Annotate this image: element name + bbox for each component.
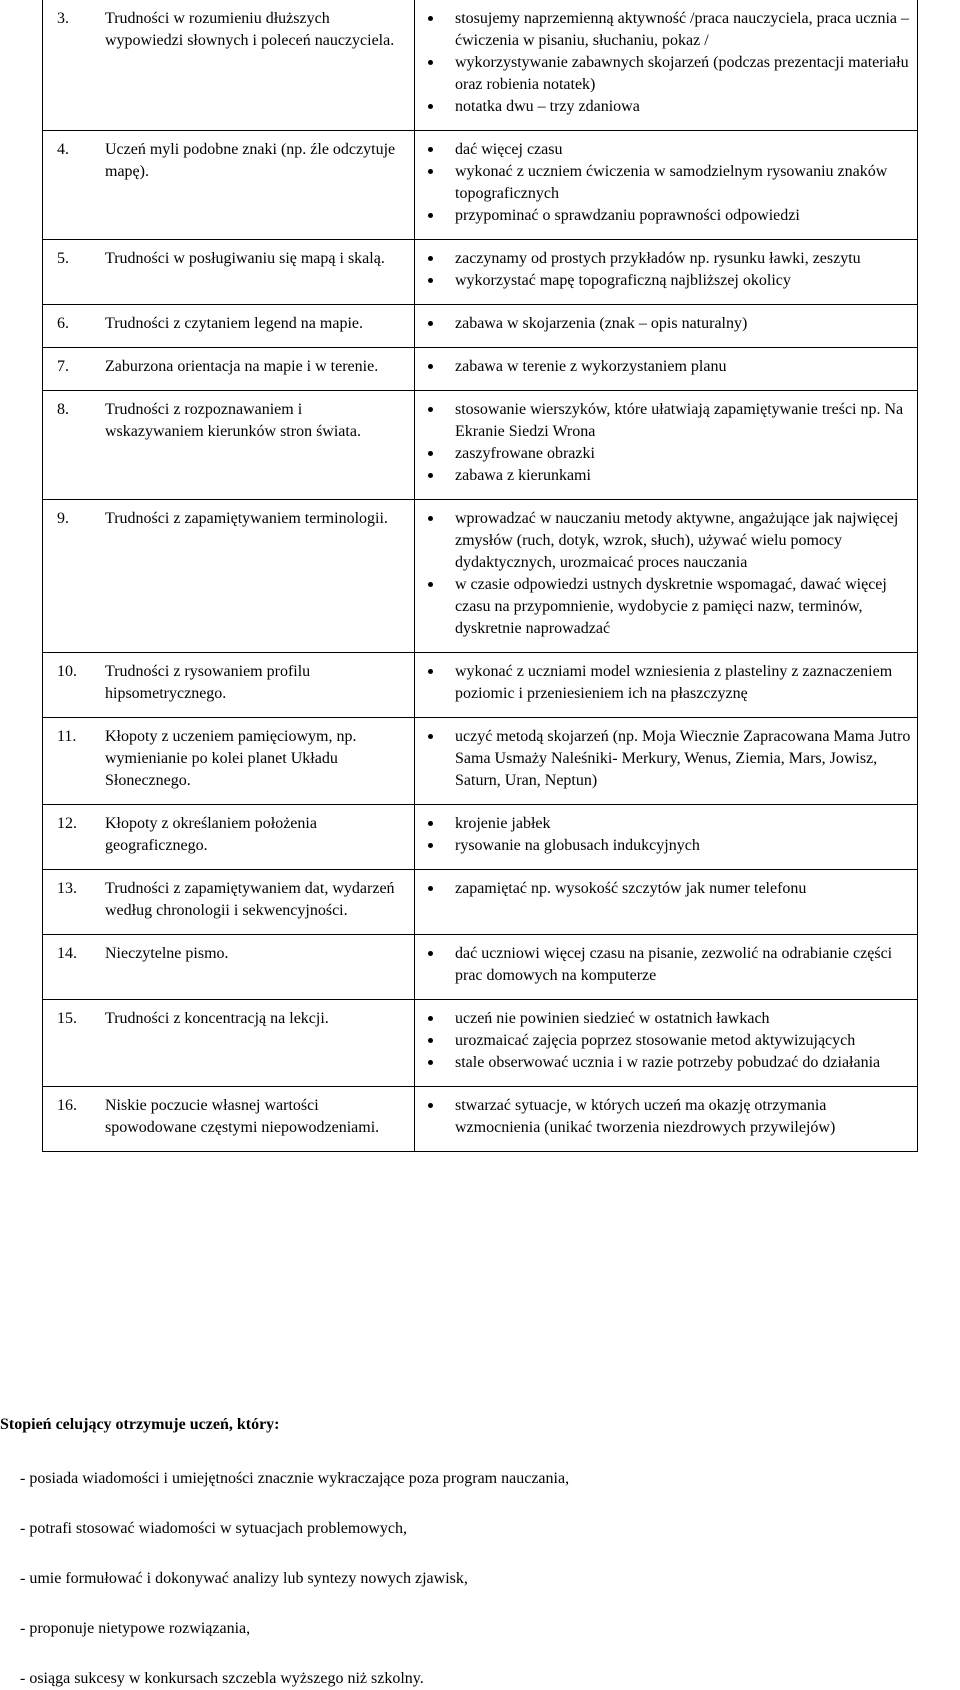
solution-item: wykorzystać mapę topograficzną najbliższej okolicy [415,270,911,292]
problem-cell [43,1087,415,1152]
solution-list [415,508,911,640]
table-row [43,391,918,500]
solutions-cell [415,391,918,500]
summary-item: - osiąga sukcesy w konkursach szczebla wyższego niż szkolny. [20,1670,424,1687]
solution-item: rysowanie na globusach indukcyjnych [415,835,911,857]
solution-list [415,8,911,118]
problem-text: Trudności z rozpoznawaniem i wskazywaniem kierunków stron świata. [105,401,361,440]
problem-cell [43,0,415,131]
problem-cell [43,305,415,348]
solution-item: krojenie jabłek [415,813,911,835]
row-number: 3. [57,10,69,27]
solution-item: stosowanie wierszyków, które ułatwiają zapamiętywanie treści np. Na Ekranie Siedzi Wrona [415,399,911,443]
row-number: 12. [57,815,77,832]
problem-cell [43,805,415,870]
table-row [43,805,918,870]
problem-text: Zaburzona orientacja na mapie i w terenie. [105,358,379,375]
solution-item: zaczynamy od prostych przykładów np. rysunku ławki, zeszytu [415,248,911,270]
solution-list [415,878,911,900]
table-row [43,348,918,391]
table-row [43,1000,918,1087]
solution-item: zabawa w terenie z wykorzystaniem planu [415,356,911,378]
summary-item: - umie formułować i dokonywać analizy lub syntezy nowych zjawisk, [20,1570,468,1587]
problem-text: Niskie poczucie własnej wartości spowodowane częstymi niepowodzeniami. [105,1097,380,1136]
summary-heading: Stopień celujący otrzymuje uczeń, który: [0,1416,280,1433]
solutions-cell [415,805,918,870]
row-number: 14. [57,945,77,962]
solution-list [415,313,911,335]
summary-section [0,1414,960,1687]
solution-list [415,248,911,292]
solutions-cell [415,653,918,718]
problem-cell [43,240,415,305]
row-number: 9. [57,510,69,527]
table-row [43,653,918,718]
table-row [43,0,918,131]
table-row [43,500,918,653]
problem-text: Trudności z koncentracją na lekcji. [105,1010,329,1027]
solution-item: zaszyfrowane obrazki [415,443,911,465]
row-number: 10. [57,663,77,680]
row-number: 13. [57,880,77,897]
solutions-cell [415,1087,918,1152]
solutions-cell [415,240,918,305]
row-number: 4. [57,141,69,158]
solutions-cell [415,500,918,653]
row-number: 15. [57,1010,77,1027]
table-row [43,305,918,348]
problem-text: Trudności z zapamiętywaniem terminologii. [105,510,388,527]
solution-item: urozmaicać zajęcia poprzez stosowanie metod aktywizujących [415,1030,911,1052]
row-number: 6. [57,315,69,332]
problem-cell [43,935,415,1000]
solution-item: zabawa w skojarzenia (znak – opis naturalny) [415,313,911,335]
solution-item: uczeń nie powinien siedzieć w ostatnich ławkach [415,1008,911,1030]
solution-item: wykorzystywanie zabawnych skojarzeń (podczas prezentacji materiału oraz robienia notatek) [415,52,911,96]
problem-text: Kłopoty z uczeniem pamięciowym, np. wymienianie po kolei planet Układu Słonecznego. [105,728,357,789]
table-row [43,131,918,240]
solution-item: uczyć metodą skojarzeń (np. Moja Wiecznie Zapracowana Mama Jutro Sama Usmaży Naleśniki- Merkury, Wenus, Ziemia, Mars, Jowisz, Saturn, Uran, Neptun) [415,726,911,792]
solution-list [415,399,911,487]
problem-cell [43,870,415,935]
solutions-cell [415,348,918,391]
row-number: 16. [57,1097,77,1114]
table-row [43,935,918,1000]
solution-item: wykonać z uczniem ćwiczenia w samodzielnym rysowaniu znaków topograficznych [415,161,911,205]
problem-text: Trudności w posługiwaniu się mapą i skalą. [105,250,385,267]
solution-list [415,139,911,227]
problem-text: Uczeń myli podobne znaki (np. źle odczytuje mapę). [105,141,396,180]
problem-text: Trudności z czytaniem legend na mapie. [105,315,363,332]
summary-item: - posiada wiadomości i umiejętności znacznie wykraczające poza program nauczania, [20,1470,570,1487]
solution-list [415,726,911,792]
adaptation-table [42,0,918,1152]
problem-text: Trudności w rozumieniu dłuższych wypowiedzi słownych i poleceń nauczyciela. [105,10,395,49]
solution-list [415,661,911,705]
solution-list [415,943,911,987]
row-number: 5. [57,250,69,267]
solution-list [415,356,911,378]
solution-item: zapamiętać np. wysokość szczytów jak numer telefonu [415,878,911,900]
solution-item: stwarzać sytuacje, w których uczeń ma okazję otrzymania wzmocnienia (unikać tworzenia niezdrowych przywilejów) [415,1095,911,1139]
problem-cell [43,391,415,500]
solutions-cell [415,305,918,348]
solutions-cell [415,0,918,131]
solution-item: zabawa z kierunkami [415,465,911,487]
problem-cell [43,718,415,805]
row-number: 11. [57,728,77,745]
solution-item: dać uczniowi więcej czasu na pisanie, zezwolić na odrabianie części prac domowych na komputerze [415,943,911,987]
solution-item: dać więcej czasu [415,139,911,161]
problem-text: Trudności z zapamiętywaniem dat, wydarzeń według chronologii i sekwencyjności. [105,880,395,919]
solution-list [415,813,911,857]
problem-cell [43,500,415,653]
solution-item: notatka dwu – trzy zdaniowa [415,96,911,118]
summary-item: - potrafi stosować wiadomości w sytuacjach problemowych, [20,1520,408,1537]
solution-item: stale obserwować ucznia i w razie potrzeby pobudzać do działania [415,1052,911,1074]
table-row [43,1087,918,1152]
solutions-cell [415,131,918,240]
problem-text: Trudności z rysowaniem profilu hipsometrycznego. [105,663,311,702]
solution-item: wykonać z uczniami model wzniesienia z plasteliny z zaznaczeniem poziomic i przeniesieniem ich na płaszczyznę [415,661,911,705]
solution-item: stosujemy naprzemienną aktywność /praca nauczyciela, praca ucznia – ćwiczenia w pisaniu, słuchaniu, pokaz / [415,8,911,52]
row-number: 7. [57,358,69,375]
solution-item: przypominać o sprawdzaniu poprawności odpowiedzi [415,205,911,227]
row-number: 8. [57,401,69,418]
solution-list [415,1008,911,1074]
solutions-cell [415,870,918,935]
solutions-cell [415,1000,918,1087]
solution-item: wprowadzać w nauczaniu metody aktywne, angażujące jak najwięcej zmysłów (ruch, dotyk, wzrok, słuch), używać wielu pomocy dydaktycznych, urozmaicać proces nauczania [415,508,911,574]
solutions-cell [415,935,918,1000]
solutions-cell [415,718,918,805]
problem-cell [43,1000,415,1087]
table-row [43,718,918,805]
solution-item: w czasie odpowiedzi ustnych dyskretnie wspomagać, dawać więcej czasu na przypomnienie, wydobycie z pamięci nazw, terminów, dyskretnie naprowadzać [415,574,911,640]
problem-text: Kłopoty z określaniem położenia geograficznego. [105,815,317,854]
table-row [43,240,918,305]
problem-cell [43,348,415,391]
problem-cell [43,131,415,240]
problem-cell [43,653,415,718]
summary-item: - proponuje nietypowe rozwiązania, [20,1620,251,1637]
problem-text: Nieczytelne pismo. [105,945,229,962]
table-row [43,870,918,935]
solution-list [415,1095,911,1139]
